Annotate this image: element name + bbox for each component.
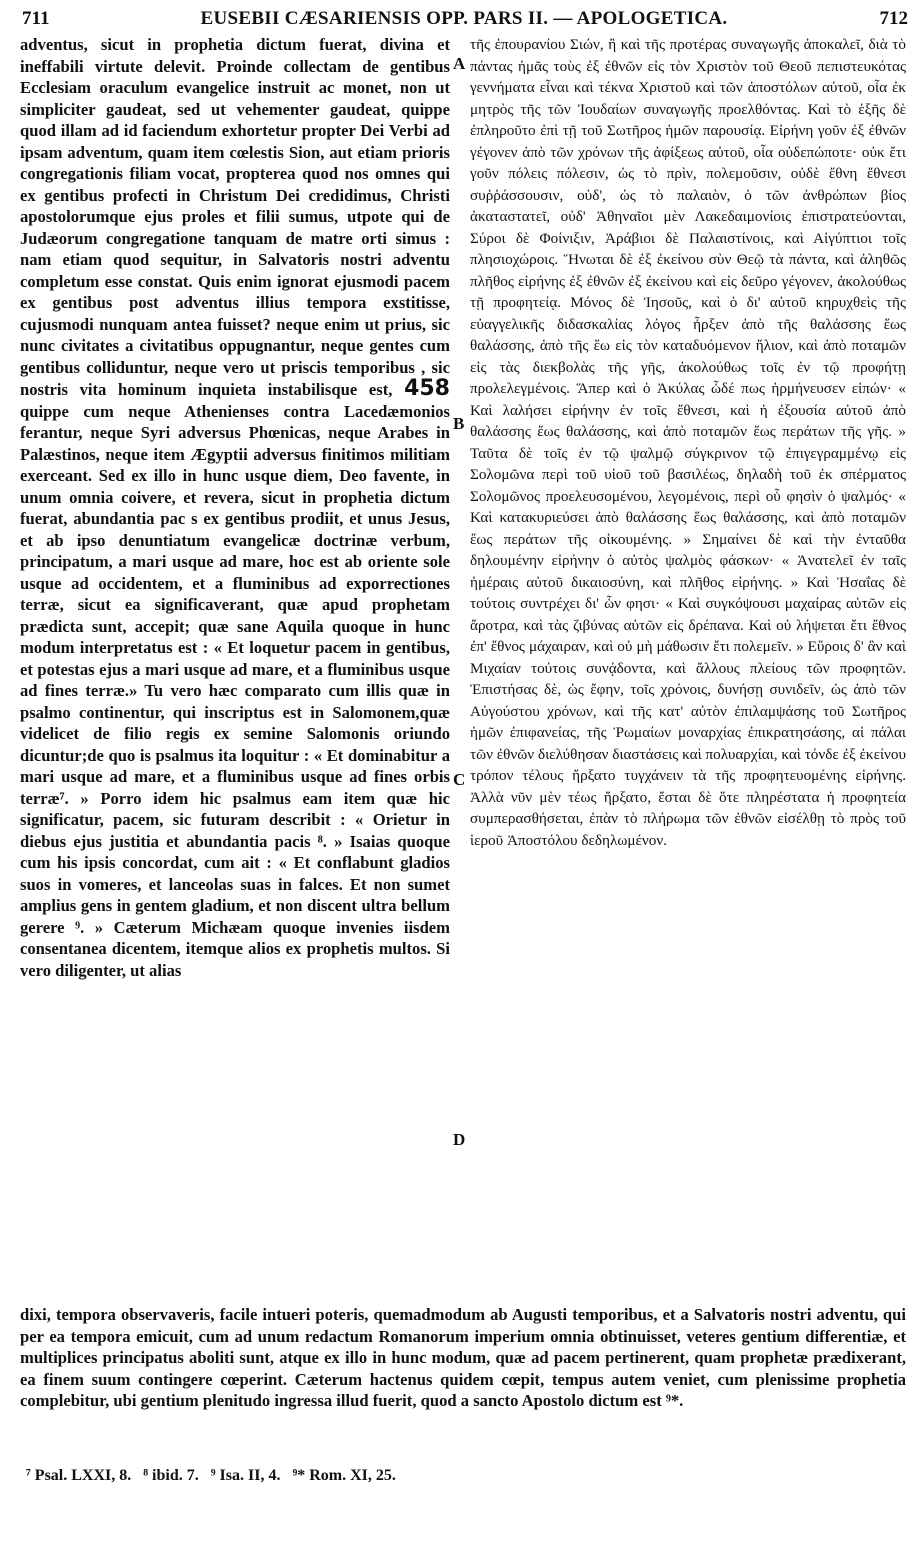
footnotes: ⁷ Psal. LXXI, 8. ⁸ ibid. 7. ⁹ Isa. II, 4. ⁹* Rom. XI, 25.: [26, 1467, 396, 1484]
margin-marker-a: A: [453, 54, 466, 73]
latin-column: [20, 34, 450, 981]
running-title: EUSEBII CÆSARIENSIS OPP. PARS II. — APOLOGETICA.: [200, 8, 728, 29]
latin-text-part1: adventus, sicut in prophetia dictum fuerat, divina et ineffabili virtute delevit. Proinde collectam de gentibus Ecclesiam oraculum evangelice instruit ac monet, non ut simpliciter gaudeat, sed ut vehementer gaudeat, quippe quod illam ad id faciendum exhortetur propter Dei Verbi ad ipsam adventum, quam item cœlestis Sion, aut etiam prioris congregationis filiam vocat, propterea quod nos omnes qui ex gentibus profecti in Christum Dei credidimus, Christi apostolorumque ejus proles et filii sumus, utpote qui de Judæorum congregatione tanquam de matre orti simus : nam etiam quod sequitur, in Salvatoris nostri adventu completum esse constat. Quis enim ignorat ejusmodi pacem ex gentibus post adventus illius tempora exstitisse, cujusmodi nunquam antea fuisset? neque enim ut prius, sic nunc civitates a civitatibus oppugnantur, neque gentes cum gentibus colliduntur, neque vero ut priscis temporibus , sic nostris vita hominum inquieta instabilisque est,: [20, 35, 450, 399]
latin-paragraph: [20, 34, 450, 981]
page-number-left: 711: [22, 8, 50, 29]
greek-text: τῆς ἐπουρανίου Σιών, ἢ καὶ τῆς προτέρας συναγωγῆς ἀποκαλεῖ, διὰ τὸ πάντας ἡμᾶς τοὺς ἐξ ἐθνῶν εἰς τὸν Χριστὸν τοῦ Θεοῦ πεπιστευκότας γεννήματα εἶναι καὶ τέκνα Χριστοῦ καὶ τῶν ἀποστόλων αὐτοῦ, οἷα ἐκ μητρὸς τῆς τῶν Ἰουδαίων συναγωγῆς προελθόντας. Καὶ τὸ ἑξῆς δὲ ἐπληροῦτο ἐπὶ τῇ τοῦ Σωτῆρος ἡμῶν παρουσίᾳ. Εἰρήνη γοῦν ἐξ ἐθνῶν γέγονεν ἀπὸ τῶν χρόνων τῆς ἀφίξεως αὐτοῦ, οἷα οὐδεπώποτε· οὐκ ἔτι γοῦν πόλεις πόλεσιν, ὡς τὸ πρὶν, πολεμοῦσιν, οὐδὲ ἔθνη ἔθνεσι συῤῥάσσουσιν, οὐδ', ὡς τὸ παλαιὸν, ὁ τῶν ἀνθρώπων βίος ἀκαταστατεῖ, οὐδ' Ἀθηναῖοι μὲν Λακεδαιμονίοις ἐπιστρατεύονται, Σύροι δὲ Φοίνιξιν, Ἀράβιοι δὲ Παλαιστίνοις, καὶ Αἰγύπτιοι τοῖς πλησιοχώροις. Ἥνωται δὲ ἐξ ἐκείνου σὺν Θεῷ τὰ πάντα, καὶ ἀληθῶς πλῆθος εἰρήνης ἐξ ἐθνῶν ἐξ ἐκείνου καὶ εἰς δεῦρο γέγονεν, ἀκολούθως τῇ προφητείᾳ. Μόνος δὲ Ἰησοῦς, καὶ ὁ δι' αὐτοῦ κηρυχθεὶς τῆς εὐαγγελικῆς διδασκαλίας λόγος ἦρξεν ἀπὸ τῆς θαλάσσης ἕως θαλάσσης, ἀπὸ τῆς ἕω εἰς τὸν καταδυόμενον ἥλιον, καὶ ἀπὸ ποταμῶν εἰς τὰς διεκβολὰς τῆς γῆς, ἀκολούθως τοῖς ἐν τῷ προφήτῃ προλελεγμένοις. Ἅπερ καὶ ὁ Ἀκύλας ὧδέ πως ἡρμήνευσεν εἰπών· « Καὶ λαλήσει εἰρήνην ἐν τοῖς ἔθνεσι, καὶ ἡ ἐξουσία αὐτοῦ ἀπὸ θαλάσσης ἕως θαλάσσης, καὶ ἀπὸ ποταμῶν ἕως περάτων τῆς γῆς. » Ταῦτα δὲ τοῖς ἐν τῷ ψαλμῷ σύγκρινον τῷ ἐπιγεγραμμένῳ εἰς Σολομῶνα περὶ τοῦ υἱοῦ τοῦ βασιλέως, δηλαδὴ τοῦ ἐκ σπέρματος Σολομῶνος προελευσομένου, λεγομένοις, περὶ οὗ φησὶν ὁ ψαλμός· « Καὶ κατακυριεύσει ἀπὸ θαλάσσης ἕως θαλάσσης, καὶ ἀπὸ ποταμῶν ἕως περάτων τῆς οἰκουμένης. » Σημαίνει δὲ καὶ τὴν ἐνταῦθα δηλουμένην εἰρήνην ὁ αὐτὸς ψαλμὸς φάσκων· « Ἀνατελεῖ ἐν ταῖς ἡμέραις αὐτοῦ δικαιοσύνη, καὶ πλῆθος εἰρήνης. » Καὶ Ἡσαΐας δὲ τούτοις συντρέχει δι' ὧν φησι· « Καὶ συγκόψουσι μαχαίρας αὐτῶν εἰς ἄροτρα, καὶ τὰς ζιβύνας αὐτῶν εἰς δρέπανα. Καὶ οὐ λήψεται ἔτι ἔθνος ἐπ' ἔθνος μάχαιραν, καὶ οὐ μὴ μάθωσιν ἔτι πολεμεῖν. » Εὕροις δ' ἂν καὶ Μιχαίαν τούτοις συνᾴδοντα, καὶ ἄλλους πλείους τῶν προφητῶν. Ἐπιστήσας δὲ, ὡς ἔφην, τοῖς χρόνοις, δυνήσῃ συνιδεῖν, ὡς ἀπὸ τῶν Αὐγούστου χρόνων, καὶ τῆς κατ' αὐτὸν ἐπιλαμψάσης τοῦ Σωτῆρος ἡμῶν ἐπιφανείας, τῆς Ῥωμαίων μοναρχίας ἐπικρατησάσης, αἱ πάλαι τῶν ἐθνῶν διελύθησαν διαστάσεις καὶ πολυαρχίαι, καὶ τόνδε ἐξ ἐκείνου τρόπον τέλους ἤρξατο τυγχάνειν τὰ τῆς προφητευομένης εἰρήνης. Ἀλλὰ νῦν μὲν τέως ἤρξατο, ἔσται δὲ ὅτε πληρέστατα ἡ προφητεία συμπερασθήσεται, ἐπὰν τὸ πλήρωμα τῶν ἐθνῶν εἰσέλθῃ τὸ πρὸς τοῦ ἱεροῦ Ἀποστόλου δεδηλωμένον.: [470, 36, 907, 849]
margin-marker-c: C: [453, 770, 466, 789]
full-width-text: [20, 1304, 906, 1412]
margin-marker-d: D: [453, 1130, 466, 1149]
section-number: 458: [404, 376, 450, 401]
page-number-right: 712: [879, 8, 908, 29]
greek-column: [470, 34, 906, 851]
latin-text-part2: quippe cum neque Athenienses contra Lacedæmonios ferantur, neque Syri adversus Phœnicas, neque Arabes in Palæstinos, neque item Ægyptii adversus finitimos militiam exerceant. Sed ex illo in hunc usque diem, Deo favente, in unum omnia coivere, et revera, sicut in prophetia dictum fuerat, abundantia pac s ex gentibus prodiit, et unus Jesus, et ab ipso denuntiatum evangelicæ doctrinæ verbum, principatum, a mari usque ad mare, hoc est ab oriente sole usque ad occidentem, et a fluminibus ad exporrectiones terræ, sicut ea significaverant, quæ apud prophetam prædicta sunt, accepit; quæ sane Aquila quoque in hunc modum interpretatus est : « Et loquetur pacem in gentibus, et potestas ejus a mari usque ad mare, et a fluminibus usque ad fines terræ.» Tu vero hæc comparato cum illis quæ in psalmo continentur, qui inscriptus est in Salomonem,quæ videlicet de filio regis ex semine Salomonis oriundo dicuntur;de quo is psalmus ita loquitur : « Et dominabitur a mari usque ad mare, et a fluminibus usque ad fines orbis terræ⁷. » Porro idem hic psalmus eam item quæ hic significatur, pacem, sic futuram describit : « Orietur in diebus ejus justitia et abundantia pacis ⁸. » Isaias quoque cum his ipsis concordat, cum ait : « Et conflabunt gladios suos in vomeres, et lanceolas suas in falces. Et non sumet amplius gens in gentem gladium, et non discent ultra bellum gerere ⁹. » Cæterum Michæam quoque invenies iisdem consentanea dicentem, itemque alios ex prophetis multos. Si vero diligenter, ut alias: [20, 401, 450, 980]
running-header: [14, 8, 914, 34]
margin-marker-b: B: [453, 414, 465, 433]
bottom-paragraph: dixi, tempora observaveris, facile intueri poteris, quemadmodum ab Augusti temporibus, et a Salvatoris nostri adventu, qui per ea tempora emicuit, cum ad unum redactum Romanorum imperium omnia obtinuisset, veteres gentium differentiæ, et multiplices principatus aboliti sunt, atque ex illo in hunc modum, quæ ad pacem pertinerent, quam prophetæ prædixerant, ea finem suum contingere cœperint. Cæterum hactenus quidem cœpit, tempus autem veniet, cum plenissime prophetia complebitur, ubi gentium plenitudo ingressa illud fuerit, quod a sancto Apostolo dictum est ⁹*.: [20, 1305, 906, 1410]
